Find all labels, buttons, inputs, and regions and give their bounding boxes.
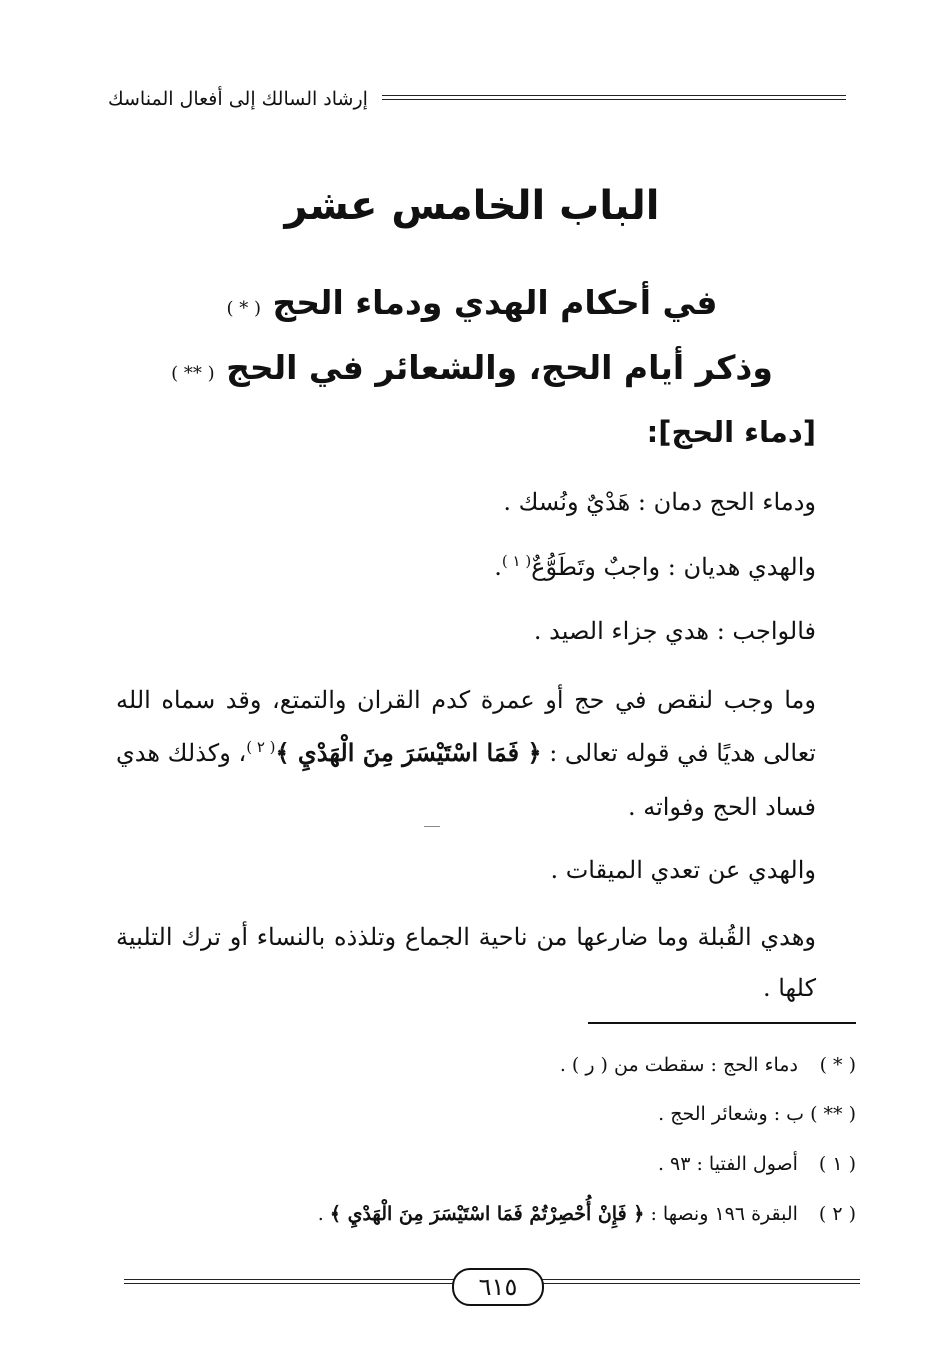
subtitle-line1-text: في أحكام الهدي ودماء الحج xyxy=(272,283,718,322)
paragraph-4-line-3: فساد الحج وفواته . xyxy=(627,793,816,821)
footer-rule-left xyxy=(124,1279,456,1284)
paragraph-4-line-2-end: ، وكذلك هدي xyxy=(116,739,247,767)
subtitle-line2-footnote-mark: ( ** ) xyxy=(171,363,215,384)
footnote-text: دماء الحج : سقطت من ( ر ) . xyxy=(559,1054,798,1076)
chapter-title: الباب الخامس عشر xyxy=(284,183,660,229)
footnote-text-end: . xyxy=(317,1203,324,1225)
footnote-marker: ( ٢ ) xyxy=(818,1203,856,1225)
footnote-ref-2: ( ٢ ) xyxy=(246,738,276,756)
footnote-marker: ( ١ ) xyxy=(818,1153,856,1175)
paragraph-5: والهدي عن تعدي الميقات . xyxy=(550,856,816,884)
footnote-quran-quote: ﴿ فَإِنْ أُحْصِرْتُمْ فَمَا اسْتَيْسَرَ مِنَ الْهَدْيِ ﴾ xyxy=(329,1203,645,1225)
paragraph-4-line-2 xyxy=(116,738,816,767)
chapter-subtitle-line2 xyxy=(0,348,944,387)
subtitle-line1-footnote-mark: ( * ) xyxy=(226,298,261,319)
paragraph-1: ودماء الحج دمان : هَدْيٌ ونُسك . xyxy=(503,488,816,516)
footnote-2 xyxy=(658,1103,856,1125)
footnote-text: أصول الفتيا : ٩٣ . xyxy=(657,1153,798,1175)
subtitle-line2-text: وذكر أيام الحج، والشعائر في الحج xyxy=(226,348,773,387)
paragraph-4-line-2-start: تعالى هديًا في قوله تعالى : xyxy=(549,739,816,767)
footnote-marker: ( * ) xyxy=(819,1054,856,1076)
chapter-subtitle-line1 xyxy=(0,283,944,322)
paragraph-2-text: والهدي هديان : واجبٌ وتَطَوُّعٌ xyxy=(531,553,816,581)
section-heading: [دماء الحج]: xyxy=(646,415,816,449)
running-title: إرشاد السالك إلى أفعال المناسك xyxy=(108,88,368,110)
footnote-3 xyxy=(658,1153,856,1175)
header-rule xyxy=(382,95,846,100)
paragraph-6-line-1: وهدي القُبلة وما ضارعها من ناحية الجماع وتلذذه بالنساء أو ترك التلبية xyxy=(116,923,816,951)
paragraph-4-line-1: وما وجب لنقص في حج أو عمرة كدم القران والتمتع، وقد سماه الله xyxy=(116,686,816,714)
footnote-4 xyxy=(318,1203,856,1225)
footnote-marker: ( ** ) xyxy=(810,1103,856,1125)
footnote-separator xyxy=(588,1022,856,1024)
paragraph-6-line-2: كلها . xyxy=(762,974,816,1002)
stray-mark xyxy=(424,826,440,827)
paragraph-2-end: . xyxy=(494,553,502,581)
footnote-text: ب : وشعائر الحج . xyxy=(658,1103,805,1125)
footnote-ref-1: ( ١ ) xyxy=(501,552,532,570)
footnote-1 xyxy=(560,1054,856,1076)
footer-rule-right xyxy=(540,1279,860,1284)
footnote-text: البقرة ١٩٦ ونصها : xyxy=(650,1203,798,1225)
paragraph-2 xyxy=(494,552,816,581)
quran-quote: ﴿ فَمَا اسْتَيْسَرَ مِنَ الْهَدْيِ ﴾ xyxy=(275,738,542,767)
page-number: ٦١٥ xyxy=(452,1268,544,1306)
paragraph-3: فالواجب : هدي جزاء الصيد . xyxy=(533,617,816,645)
